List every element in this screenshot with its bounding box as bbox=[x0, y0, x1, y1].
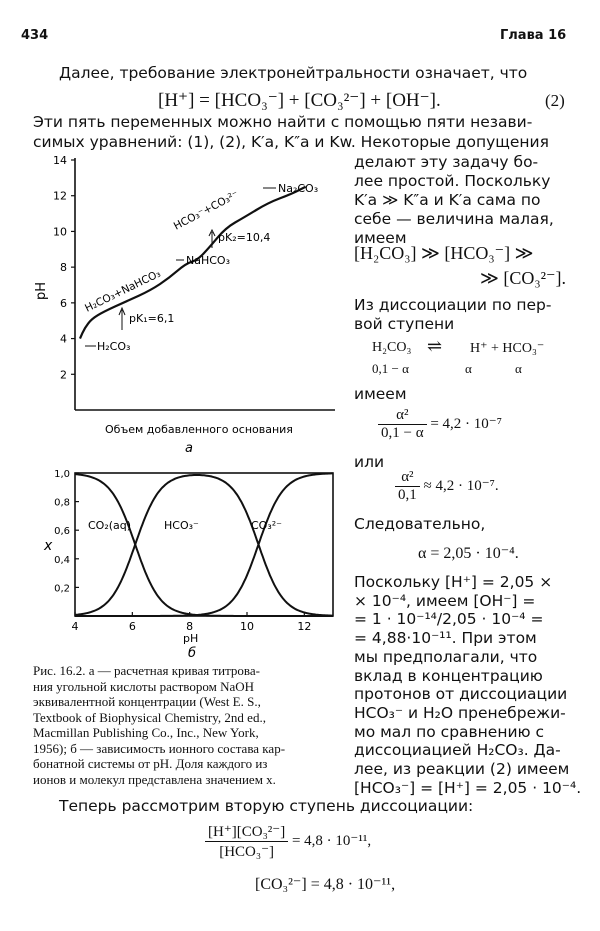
right-line: K′a ≫ K″a и K′a сама по bbox=[354, 191, 541, 209]
conclusion-paragraph bbox=[354, 573, 581, 797]
right-line: себе — величина малая, bbox=[354, 210, 554, 228]
annotation-na2co3: Na₂CO₃ bbox=[278, 182, 319, 195]
annotation-pk2: pK₂=10,4 bbox=[218, 231, 271, 244]
para-line: вклад в концентрацию bbox=[354, 666, 543, 685]
titration-y-tick-label: 12 bbox=[53, 189, 67, 203]
equation-2-lhs: [H⁺] bbox=[158, 90, 195, 111]
titration-y-tick-label: 2 bbox=[60, 368, 67, 382]
bottom-fraction-eq bbox=[205, 822, 371, 861]
caption-line: бонатной системы от pH. Доля каждого из bbox=[33, 756, 268, 771]
annotation-h2co3-nahco3: H₂CO₃+NaHCO₃ bbox=[83, 267, 163, 315]
frac2-rhs: ≈ 4,2 · 10⁻⁷. bbox=[423, 477, 499, 494]
imeem-text: имеем bbox=[354, 385, 407, 403]
titration-y-tick-label: 14 bbox=[53, 154, 67, 167]
sledovatelno-text: Следовательно, bbox=[354, 515, 486, 533]
fraction-y-tick-label: 1,0 bbox=[54, 469, 70, 480]
inequality-2: ≫ [CO₃²⁻]. bbox=[480, 268, 567, 288]
titration-axes bbox=[75, 158, 335, 410]
titration-y-tick-label: 4 bbox=[60, 332, 67, 346]
fraction-x-label: pH bbox=[183, 632, 199, 645]
conc-right: α bbox=[515, 361, 522, 376]
dissociation-line-1: Из диссоциации по пер- bbox=[354, 296, 552, 314]
frac1-numerator: α² bbox=[378, 407, 427, 425]
intro-line-2: Эти пять переменных можно найти с помощью пяти незави- bbox=[33, 113, 533, 131]
caption-line: 1956); б — зависимость ионного состава кар- bbox=[33, 740, 286, 756]
fraction-x-tick-label: 8 bbox=[186, 620, 194, 633]
fraction-x-tick-label: 10 bbox=[240, 620, 254, 633]
conc-mid: α bbox=[465, 361, 472, 376]
fraction-y-label: x bbox=[44, 538, 53, 554]
bottom-numerator: [H⁺][CO₃²⁻] bbox=[205, 822, 288, 842]
para-line: диссоциацией H₂CO₃. Да- bbox=[354, 741, 561, 760]
equation-2-rhs: = [HCO₃⁻] + [CO₃²⁻] + [OH⁻]. bbox=[199, 90, 441, 111]
intro-line-1: Далее, требование электронейтральности означает, что bbox=[59, 64, 528, 82]
chapter-title: Глава 16 bbox=[500, 28, 567, 43]
ili-text: или bbox=[354, 453, 385, 471]
right-line: лее простой. Поскольку bbox=[354, 172, 551, 190]
frac2-numerator: α² bbox=[395, 469, 420, 487]
fraction-x-tick-label: 6 bbox=[128, 620, 136, 633]
para-line: = 4,88·10⁻¹¹. При этом bbox=[354, 629, 537, 648]
para-line: протонов от диссоциации bbox=[354, 685, 568, 704]
para-line: мо мал по сравнению с bbox=[354, 722, 545, 741]
fraction-eq-2 bbox=[395, 469, 499, 504]
reaction-arrow: ⇌ bbox=[427, 336, 443, 356]
titration-y-tick-label: 6 bbox=[60, 296, 67, 310]
para-line: × 10⁻⁴, имеем [OH⁻] = bbox=[354, 591, 536, 610]
bottom-last-eq: [CO₃²⁻] = 4,8 · 10⁻¹¹, bbox=[255, 876, 396, 893]
caption-line: Textbook of Biophysical Chemistry, 2nd ed., bbox=[33, 709, 266, 725]
equation-2 bbox=[158, 89, 441, 112]
fraction-chart bbox=[30, 465, 350, 660]
para-line: Поскольку [H⁺] = 2,05 × bbox=[354, 573, 553, 591]
inequality-1: [H₂CO₃] ≫ [HCO₃⁻] ≫ bbox=[354, 243, 534, 263]
caption-line: Рис. 16.2. а — расчетная кривая титрова- bbox=[33, 663, 260, 678]
annotation-pk1: pK₁=6,1 bbox=[129, 312, 175, 325]
alpha-equation: α = 2,05 · 10⁻⁴. bbox=[418, 545, 519, 562]
annotation-h2co3: H₂CO₃ bbox=[97, 340, 131, 353]
reaction-left: H₂CO₃ bbox=[372, 340, 412, 355]
titration-chart bbox=[30, 150, 350, 460]
fraction-y-tick-label: 0,8 bbox=[54, 497, 70, 509]
para-line: мы предполагали, что bbox=[354, 647, 538, 666]
frac1-rhs: = 4,2 · 10⁻⁷ bbox=[430, 415, 502, 432]
fraction-x-tick-label: 4 bbox=[71, 620, 79, 633]
legend-co2aq: CO₂(aq) bbox=[88, 519, 132, 532]
caption-line: эквивалентной концентрации (West E. S., bbox=[33, 694, 261, 709]
titration-x-label: Объем добавленного основания bbox=[105, 423, 293, 436]
right-line: имеем bbox=[354, 229, 407, 247]
fraction-y-tick-label: 0,6 bbox=[54, 526, 70, 538]
fraction-y-tick-label: 0,4 bbox=[54, 554, 70, 566]
bottom-denominator: [HCO₃⁻] bbox=[219, 844, 275, 860]
frac2-denominator: 0,1 bbox=[398, 487, 417, 503]
legend-hco3: HCO₃⁻ bbox=[164, 519, 199, 532]
caption-line: ионов и молекул представлена значением x. bbox=[33, 771, 276, 787]
bottom-frac-rhs: = 4,8 · 10⁻¹¹, bbox=[291, 832, 372, 849]
para-line: = 1 · 10⁻¹⁴/2,05 · 10⁻⁴ = bbox=[354, 610, 544, 629]
right-line: делают эту задачу бо- bbox=[354, 153, 539, 171]
para-line: лее, из реакции (2) имеем bbox=[354, 760, 570, 779]
titration-y-label: pH bbox=[34, 281, 49, 300]
para-line: [HCO₃⁻] = [H⁺] = 2,05 · 10⁻⁴. bbox=[354, 778, 582, 797]
fraction-x-tick-label: 12 bbox=[297, 620, 312, 633]
annotation-nahco3: NaHCO₃ bbox=[186, 254, 230, 267]
para-line: HCO₃⁻ и H₂O пренебрежи- bbox=[354, 703, 566, 722]
frac1-denominator: 0,1 − α bbox=[381, 425, 424, 441]
conc-left: 0,1 − α bbox=[372, 361, 409, 376]
intro-line-3: симых уравнений: (1), (2), K′a, K″a и Kw. Некоторые допущения bbox=[33, 133, 549, 151]
titration-y-tick-label: 8 bbox=[60, 261, 67, 275]
caption-line: ния угольной кислоты раствором NaOH bbox=[33, 678, 255, 694]
caption-line: Macmillan Publishing Co., Inc., New York, bbox=[33, 725, 259, 740]
page-number: 434 bbox=[21, 28, 49, 43]
equation-2-label: (2) bbox=[545, 91, 565, 110]
figure-caption bbox=[33, 663, 343, 787]
reaction-right: H⁺ + HCO₃⁻ bbox=[470, 341, 545, 356]
legend-co3: CO₃²⁻ bbox=[251, 519, 282, 532]
annotation-hco3-co3: HCO₃⁻+CO₃²⁻ bbox=[171, 188, 241, 233]
titration-y-tick-label: 10 bbox=[53, 225, 67, 239]
fraction-eq-1 bbox=[378, 407, 502, 442]
fraction-y-tick-label: 0,2 bbox=[54, 583, 70, 595]
dissociation-line-2: вой ступени bbox=[354, 315, 455, 333]
bottom-line: Теперь рассмотрим вторую ступень диссоциации: bbox=[59, 797, 474, 815]
panel-label-a: а bbox=[185, 441, 193, 456]
panel-label-b: б bbox=[188, 646, 197, 660]
right-column-intro bbox=[354, 153, 554, 248]
